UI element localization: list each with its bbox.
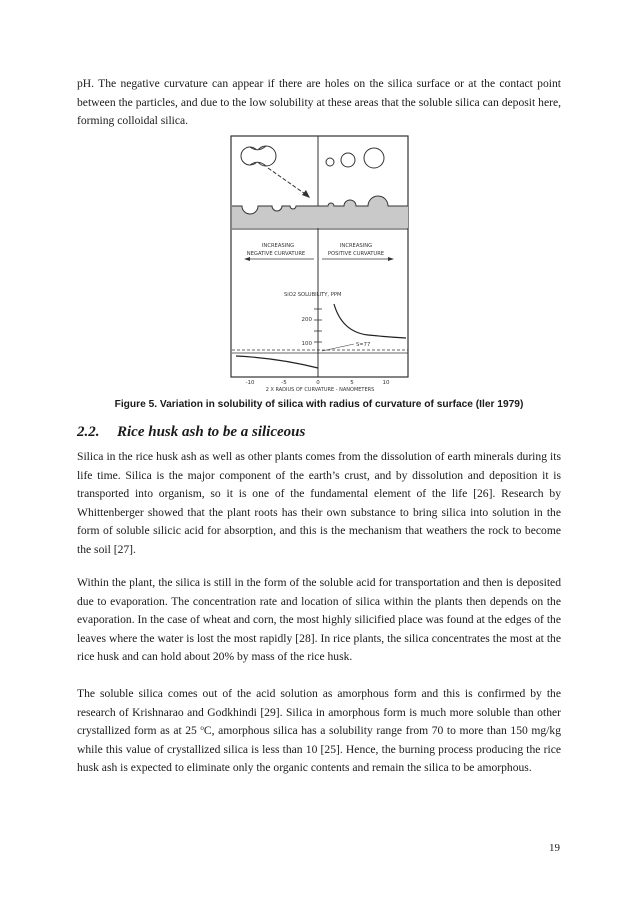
- solubility-curve-positive: [334, 304, 406, 338]
- particle-right-large: [364, 148, 384, 168]
- y-tick-200: 200: [301, 317, 312, 323]
- label-right-1: INCREASING: [339, 243, 373, 249]
- particle-right-small: [326, 158, 334, 166]
- paragraph-3-part-2: C, amorphous silica has a solubility range from 70 to more than 150 mg/kg while this value of crystallized silica is less than 10 [25]. Hence, the burning process producing the rice husk ash is expected to eliminate only the organic contents and remain the silica to be amorphous.: [77, 724, 561, 775]
- solubility-figure: [228, 134, 412, 392]
- section-heading: [77, 424, 305, 441]
- x-tick-0: 0: [316, 380, 320, 386]
- paragraph-3-part-1: The soluble silica comes out of the acid solution as amorphous form and this is confirmed by the research of Krishnarao and Godkhindi [29]. Silica in amorphous form is much more soluble than other crystallized form as at 25: [77, 687, 561, 738]
- particle-right-medium: [341, 153, 355, 167]
- label-left-2: NEGATIVE CURVATURE: [246, 251, 306, 257]
- annotation-s77: S=77: [356, 342, 371, 348]
- paragraph-3: [77, 685, 561, 778]
- label-left-1: INCREASING: [261, 243, 295, 249]
- paragraph-1: Silica in the rice husk ash as well as other plants comes from the dissolution of earth minerals during its life time. Silica is the major component of the earth’s crust, and by dissolution and deposition it is transported into organism, so it is one of the fundamental element of the life [26]. Research by Whittenberger showed that the plant roots has their own substance to bring silica into solution in the form of soluble silicic acid for absorption, and this is the mechanism that weathers the rock to become the soil [27].: [77, 450, 561, 556]
- page-number: 19: [549, 842, 560, 854]
- x-tick-m5: -5: [281, 380, 287, 386]
- paragraph-2: Within the plant, the silica is still in the form of the soluble acid for transportation and then is deposited due to evaporation. The concentration rate and location of silica within the plants then depends on the evaporation. In the case of wheat and corn, the most highly silicified place was found at the edges of the leaves where the water is lost the most rapidly [28]. In rice plants, the silica concentrates the most at the rice husk and can hold about 20% by mass of the rice husk.: [77, 576, 561, 664]
- x-tick-m10: -10: [245, 380, 255, 386]
- x-tick-10: 10: [382, 380, 390, 386]
- label-right-2: POSITIVE CURVATURE: [327, 251, 385, 257]
- figure-caption: Figure 5. Variation in solubility of silica with radius of curvature of surface (Iler 1979): [114, 399, 524, 410]
- degree-superscript: o: [200, 724, 204, 733]
- section-title: Rice husk ash to be a siliceous: [117, 424, 306, 440]
- y-tick-100: 100: [301, 341, 312, 347]
- solubility-curve-negative: [236, 356, 318, 368]
- y-axis-label: SiO2 SOLUBILITY, PPM: [284, 292, 342, 298]
- x-axis-label: 2 X RADIUS OF CURVATURE - NANOMETERS: [265, 387, 375, 392]
- intro-paragraph: pH. The negative curvature can appear if there are holes on the silica surface or at the contact point between the particles, and due to the low solubility at these areas that the soluble silica can deposit here, forming colloidal silica.: [77, 77, 561, 128]
- x-tick-5: 5: [350, 380, 354, 386]
- section-number: 2.2.: [77, 424, 100, 440]
